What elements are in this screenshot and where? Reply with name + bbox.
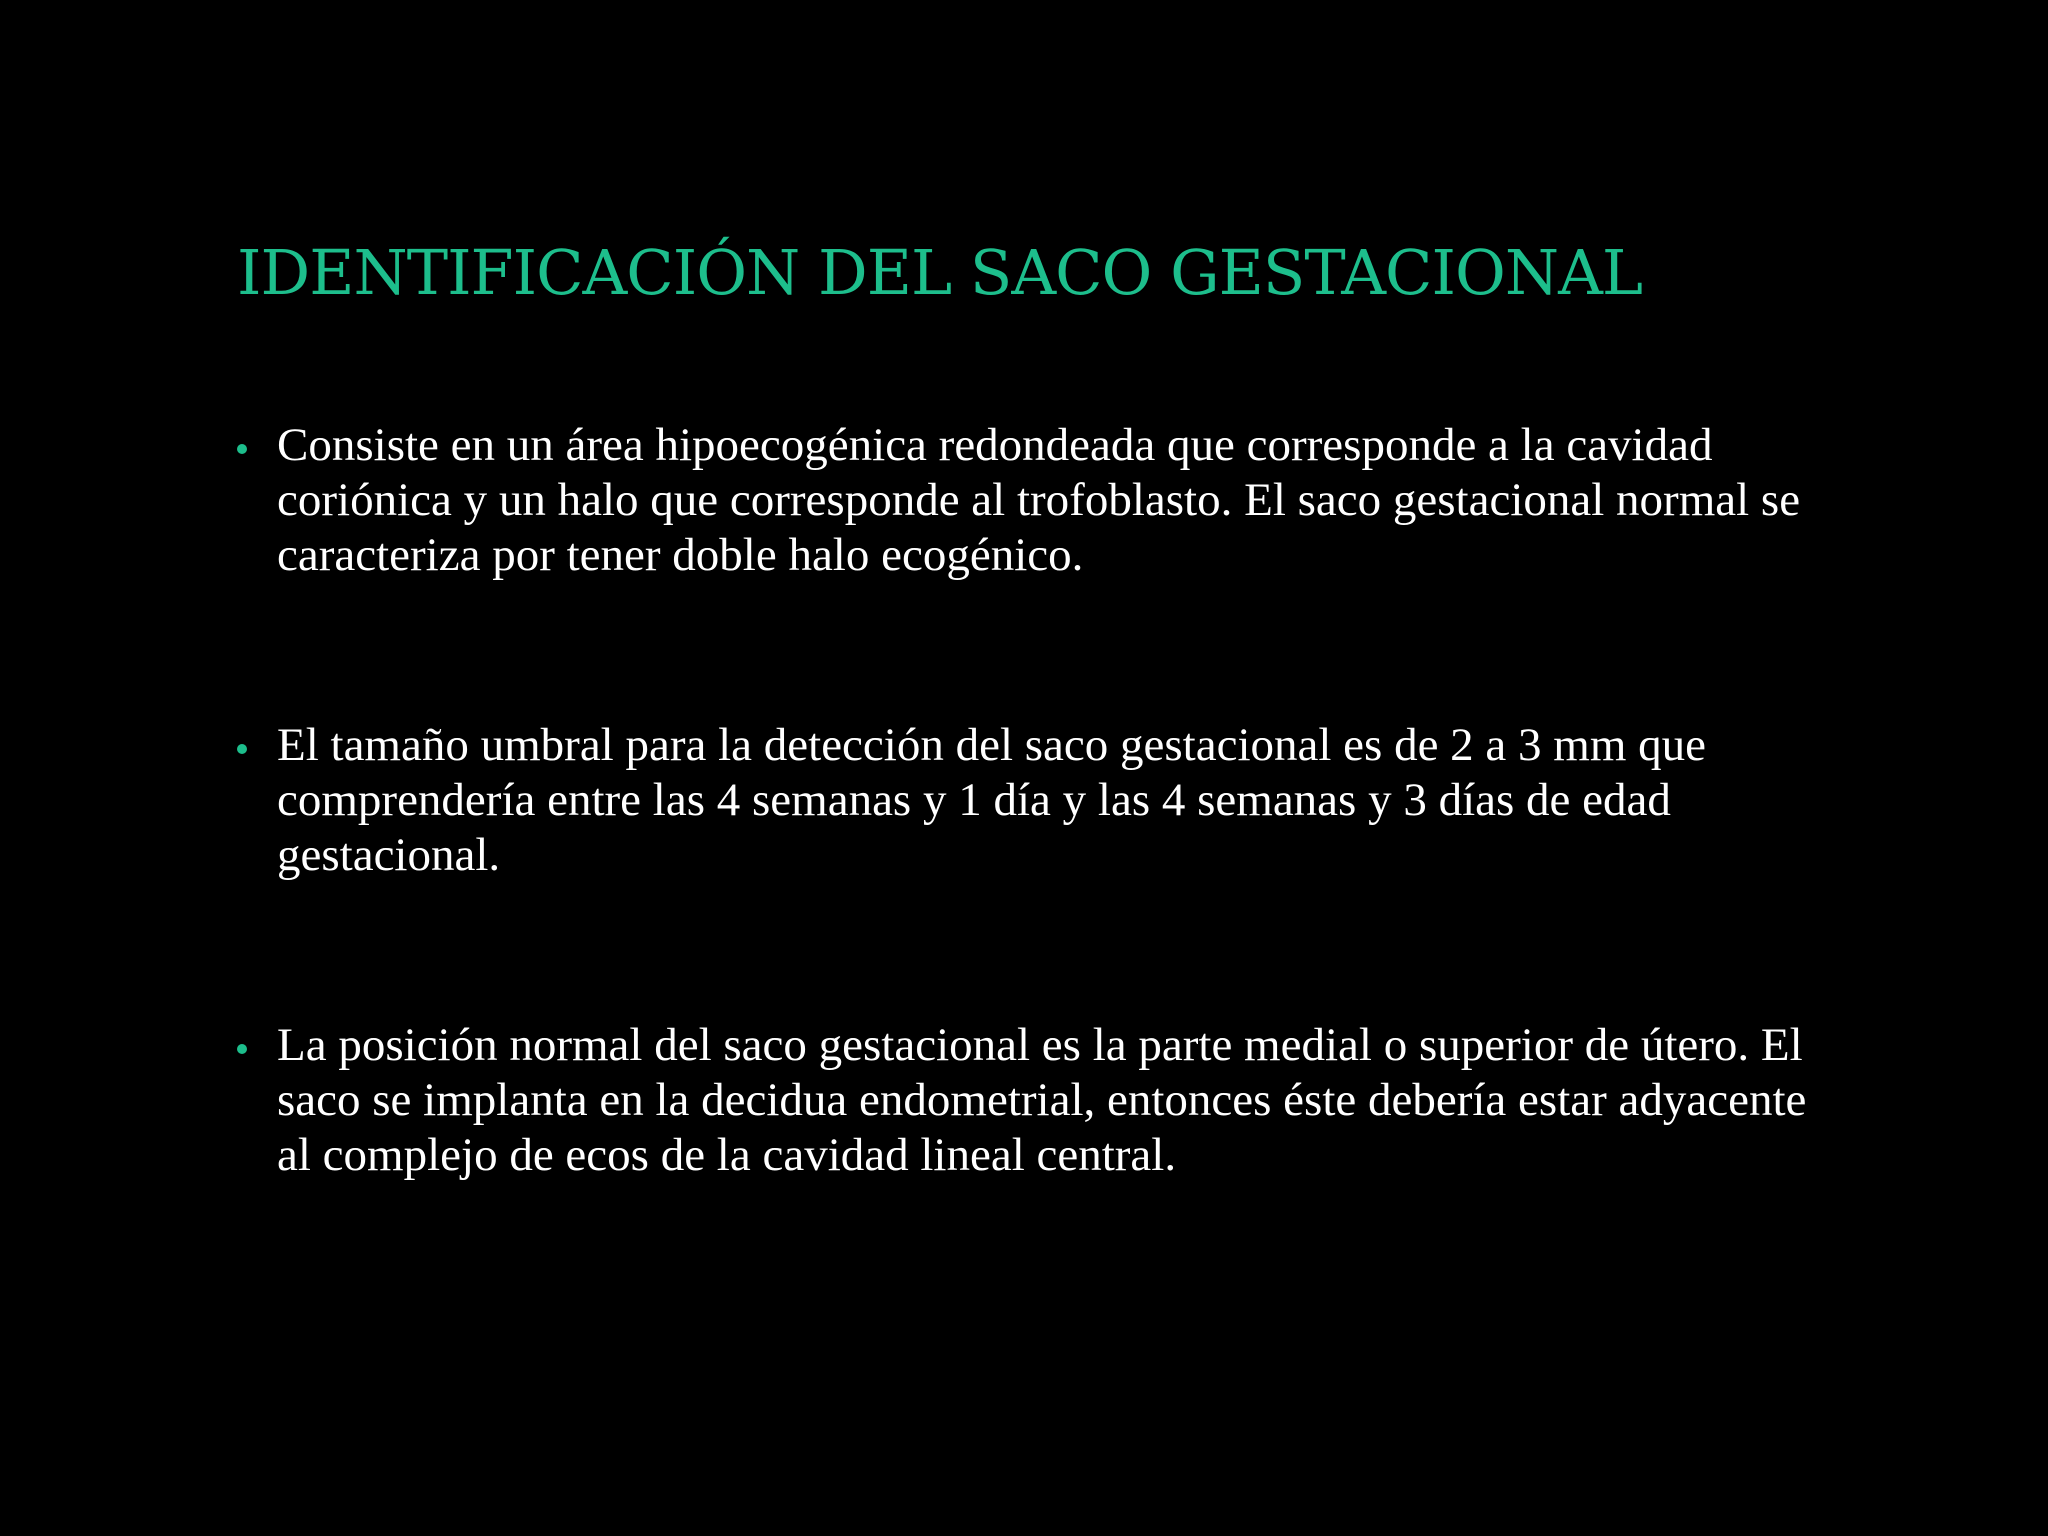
bullet-item bbox=[237, 718, 1817, 883]
bullet-text: Consiste en un área hipoecogénica redondeada que corresponde a la cavidad coriónica y un halo que corresponde al trofoblasto. El saco gestacional normal se caracteriza por tener doble halo ecogénico. bbox=[277, 419, 1801, 581]
bullet-dot-icon bbox=[237, 744, 247, 754]
bullet-item bbox=[237, 418, 1817, 583]
slide-title: IDENTIFICACIÓN DEL SACO GESTACIONAL bbox=[237, 236, 1643, 309]
bullet-text: El tamaño umbral para la detección del saco gestacional es de 2 a 3 mm que comprendería entre las 4 semanas y 1 día y las 4 semanas y 3 días de edad gestacional. bbox=[277, 719, 1707, 881]
bullet-dot-icon bbox=[237, 1044, 247, 1054]
bullet-item bbox=[237, 1018, 1817, 1183]
bullet-list bbox=[237, 418, 1817, 1183]
bullet-dot-icon bbox=[237, 444, 247, 454]
bullet-text: La posición normal del saco gestacional es la parte medial o superior de útero. El saco se implanta en la decidua endometrial, entonces éste debería estar adyacente al complejo de ecos de la cavidad lineal central. bbox=[277, 1019, 1807, 1181]
